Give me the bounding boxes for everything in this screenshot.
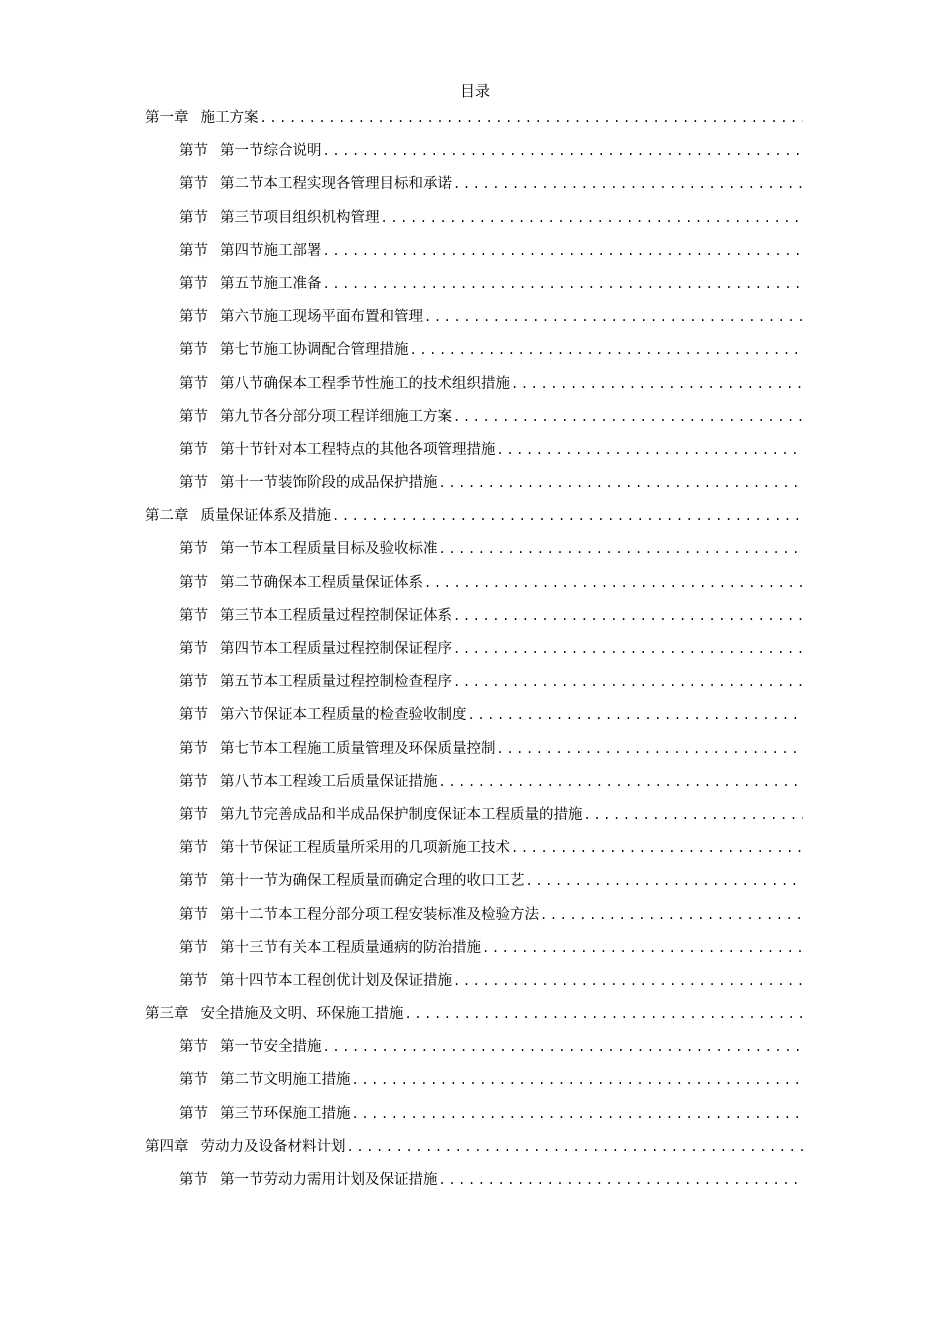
- toc-entry-prefix: 第节: [179, 375, 208, 392]
- toc-section-entry[interactable]: [145, 1168, 803, 1201]
- toc-section-entry[interactable]: [145, 272, 803, 305]
- toc-entry-prefix: 第节: [179, 939, 208, 956]
- toc-entry-prefix: 第节: [179, 972, 208, 989]
- toc-entry-prefix: 第节: [179, 309, 208, 326]
- toc-section-entry[interactable]: [145, 372, 803, 405]
- toc-dot-leader: [346, 1135, 804, 1159]
- toc-entry-text: 第五节施工准备: [220, 275, 322, 292]
- toc-entry-prefix: 第一章: [145, 110, 189, 126]
- toc-section-entry[interactable]: [145, 869, 803, 902]
- toc-dot-leader: [322, 239, 804, 263]
- toc-entry-text: 第十节保证工程质量所采用的几项新施工技术: [220, 840, 510, 857]
- toc-section-entry[interactable]: [145, 637, 803, 670]
- toc-entry-prefix: 第节: [179, 707, 208, 724]
- toc-entry-text: 第十四节本工程创优计划及保证措施: [220, 972, 452, 989]
- toc-entry-prefix: 第节: [179, 1072, 208, 1089]
- toc-dot-leader: [481, 936, 803, 960]
- toc-entry-prefix: 第节: [179, 242, 208, 259]
- toc-entry-prefix: 第节: [179, 1039, 208, 1056]
- toc-entry-prefix: 第节: [179, 840, 208, 857]
- toc-list: [145, 106, 803, 1201]
- toc-entry-text: 第一节劳动力需用计划及保证措施: [220, 1172, 438, 1188]
- toc-dot-leader: [438, 537, 804, 561]
- toc-section-entry[interactable]: [145, 770, 803, 803]
- toc-dot-leader: [351, 1068, 804, 1092]
- toc-entry-text: 质量保证体系及措施: [200, 508, 331, 525]
- toc-dot-leader: [438, 471, 804, 495]
- toc-dot-leader: [423, 305, 803, 329]
- toc-dot-leader: [322, 272, 804, 296]
- toc-entry-text: 第十节针对本工程特点的其他各项管理措施: [220, 441, 496, 458]
- toc-entry-text: 第五节本工程质量过程控制检查程序: [220, 674, 452, 691]
- toc-entry-text: 第一节综合说明: [220, 143, 322, 160]
- toc-entry-text: 第六节施工现场平面布置和管理: [220, 309, 423, 326]
- toc-section-entry[interactable]: [145, 405, 803, 438]
- toc-section-entry[interactable]: [145, 172, 803, 205]
- toc-entry-prefix: 第节: [179, 342, 208, 359]
- toc-entry-text: 第二节确保本工程质量保证体系: [220, 574, 423, 591]
- toc-section-entry[interactable]: [145, 903, 803, 936]
- toc-dot-leader: [525, 869, 804, 893]
- toc-dot-leader: [539, 903, 803, 927]
- toc-dot-leader: [452, 969, 803, 993]
- toc-chapter-entry[interactable]: [145, 1135, 803, 1168]
- toc-dot-leader: [452, 670, 803, 694]
- toc-section-entry[interactable]: [145, 703, 803, 736]
- toc-dot-leader: [452, 172, 803, 196]
- toc-entry-prefix: 第节: [179, 574, 208, 591]
- toc-entry-text: 安全措施及文明、环保施工措施: [200, 1006, 404, 1023]
- toc-entry-text: 第三节环保施工措施: [220, 1105, 351, 1122]
- toc-entry-prefix: 第节: [179, 1105, 208, 1122]
- toc-entry-text: 第四节施工部署: [220, 242, 322, 259]
- toc-section-entry[interactable]: [145, 803, 803, 836]
- toc-section-entry[interactable]: [145, 1102, 803, 1135]
- toc-title: 目录: [459, 82, 490, 100]
- toc-section-entry[interactable]: [145, 206, 803, 239]
- toc-entry-text: 第二节文明施工措施: [220, 1072, 351, 1089]
- toc-entry-prefix: 第节: [179, 275, 208, 292]
- toc-dot-leader: [322, 139, 804, 163]
- toc-section-entry[interactable]: [145, 471, 803, 504]
- toc-entry-prefix: 第节: [179, 209, 208, 226]
- toc-entry-text: 劳动力及设备材料计划: [200, 1138, 346, 1155]
- toc-entry-text: 第七节本工程施工质量管理及环保质量控制: [220, 740, 496, 757]
- toc-entry-prefix: 第节: [179, 441, 208, 458]
- toc-chapter-entry[interactable]: [145, 106, 803, 139]
- toc-entry-text: 第六节保证本工程质量的检查验收制度: [220, 707, 467, 724]
- toc-section-entry[interactable]: [145, 239, 803, 272]
- toc-section-entry[interactable]: [145, 1035, 803, 1068]
- toc-entry-text: 第十二节本工程分部分项工程安装标准及检验方法: [220, 906, 539, 923]
- toc-entry-prefix: 第节: [179, 906, 208, 923]
- toc-entry-prefix: 第二章: [145, 508, 189, 525]
- toc-section-entry[interactable]: [145, 438, 803, 471]
- toc-entry-prefix: 第节: [179, 408, 208, 425]
- toc-section-entry[interactable]: [145, 139, 803, 172]
- toc-dot-leader: [438, 770, 804, 794]
- toc-entry-text: 第一节本工程质量目标及验收标准: [220, 541, 438, 558]
- toc-dot-leader: [259, 106, 804, 130]
- toc-entry-prefix: 第节: [179, 873, 208, 890]
- toc-dot-leader: [496, 438, 804, 462]
- toc-entry-prefix: 第节: [179, 641, 208, 657]
- toc-entry-prefix: 第节: [179, 1172, 208, 1188]
- toc-entry-prefix: 第节: [179, 541, 208, 558]
- toc-chapter-entry[interactable]: [145, 504, 803, 537]
- toc-entry-text: 第八节确保本工程季节性施工的技术组织措施: [220, 375, 510, 392]
- toc-entry-text: 第九节各分部分项工程详细施工方案: [220, 408, 452, 425]
- toc-dot-leader: [452, 405, 803, 429]
- toc-entry-prefix: 第节: [179, 143, 208, 160]
- toc-section-entry[interactable]: [145, 1068, 803, 1101]
- toc-entry-text: 第十一节装饰阶段的成品保护措施: [220, 475, 438, 492]
- toc-entry-text: 第十一节为确保工程质量而确定合理的收口工艺: [220, 873, 525, 890]
- toc-dot-leader: [583, 803, 804, 827]
- toc-dot-leader: [409, 338, 804, 362]
- toc-dot-leader: [452, 637, 803, 661]
- toc-section-entry[interactable]: [145, 737, 803, 770]
- toc-entry-text: 第一节安全措施: [220, 1039, 322, 1056]
- toc-entry-text: 第三节本工程质量过程控制保证体系: [220, 607, 452, 624]
- toc-entry-text: 第七节施工协调配合管理措施: [220, 342, 409, 359]
- toc-section-entry[interactable]: [145, 604, 803, 637]
- toc-dot-leader: [351, 1102, 804, 1126]
- toc-dot-leader: [331, 504, 803, 528]
- toc-entry-prefix: 第节: [179, 475, 208, 492]
- toc-dot-leader: [404, 1002, 804, 1026]
- toc-entry-text: 第四节本工程质量过程控制保证程序: [220, 641, 452, 657]
- toc-entry-prefix: 第节: [179, 607, 208, 624]
- toc-entry-prefix: 第节: [179, 674, 208, 691]
- toc-entry-text: 第二节本工程实现各管理目标和承诺: [220, 176, 452, 193]
- toc-chapter-entry[interactable]: [145, 1002, 803, 1035]
- toc-section-entry[interactable]: [145, 571, 803, 604]
- toc-dot-leader: [423, 571, 803, 595]
- toc-dot-leader: [510, 836, 803, 860]
- toc-entry-text: 第九节完善成品和半成品保护制度保证本工程质量的措施: [220, 806, 583, 823]
- toc-section-entry[interactable]: [145, 836, 803, 869]
- toc-section-entry[interactable]: [145, 537, 803, 570]
- toc-entry-prefix: 第节: [179, 176, 208, 193]
- toc-entry-prefix: 第节: [179, 740, 208, 757]
- toc-dot-leader: [467, 703, 804, 727]
- toc-dot-leader: [380, 206, 804, 230]
- toc-entry-text: 第十三节有关本工程质量通病的防治措施: [220, 939, 481, 956]
- toc-entry-prefix: 第节: [179, 773, 208, 790]
- toc-section-entry[interactable]: [145, 670, 803, 703]
- toc-entry-prefix: 第节: [179, 806, 208, 823]
- toc-dot-leader: [322, 1035, 804, 1059]
- toc-entry-prefix: 第四章: [145, 1138, 189, 1155]
- toc-entry-text: 施工方案: [200, 110, 259, 126]
- toc-dot-leader: [452, 604, 803, 628]
- toc-section-entry[interactable]: [145, 969, 803, 1002]
- toc-dot-leader: [438, 1168, 804, 1192]
- toc-dot-leader: [496, 737, 804, 761]
- toc-dot-leader: [510, 372, 803, 396]
- toc-section-entry[interactable]: [145, 936, 803, 969]
- toc-section-entry[interactable]: [145, 305, 803, 338]
- toc-entry-text: 第三节项目组织机构管理: [220, 209, 380, 226]
- toc-entry-text: 第八节本工程竣工后质量保证措施: [220, 773, 438, 790]
- toc-section-entry[interactable]: [145, 338, 803, 371]
- toc-entry-prefix: 第三章: [145, 1006, 189, 1023]
